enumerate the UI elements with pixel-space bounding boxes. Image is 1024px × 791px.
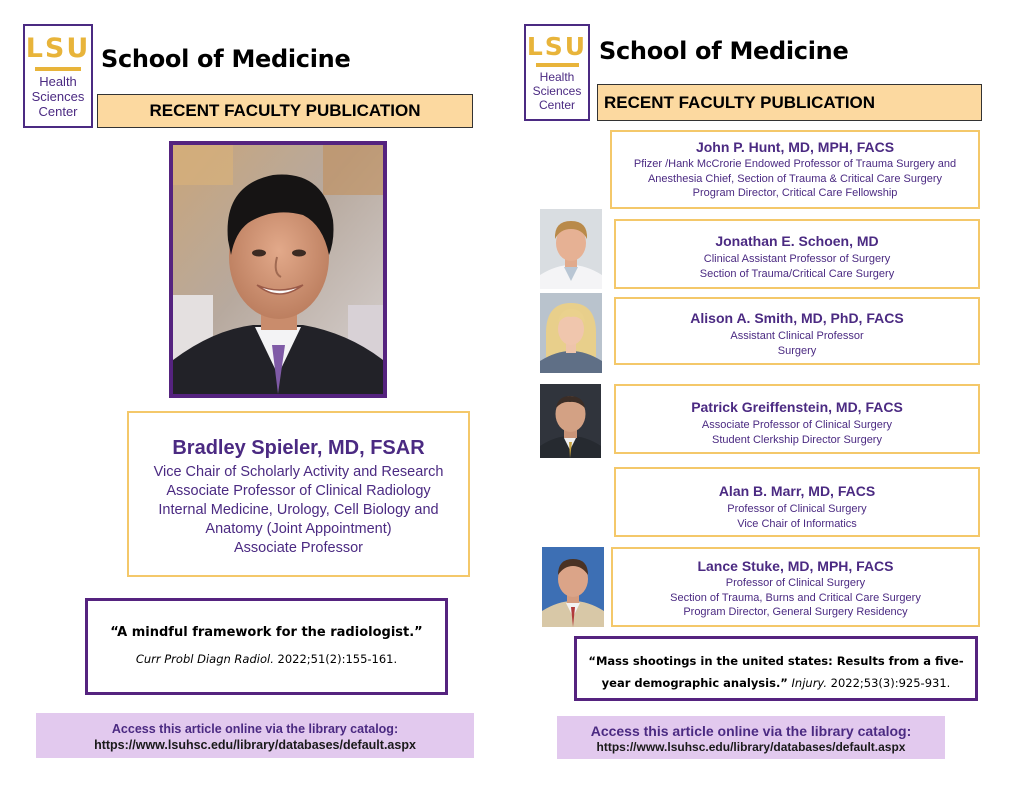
author-line: Vice Chair of Informatics [737,517,857,530]
author-box-6 [611,547,980,627]
citation-box-left [85,598,448,695]
library-link[interactable]: https://www.lsuhsc.edu/library/databases/default.aspx [94,738,416,752]
author-line: Assistant Clinical Professor [730,330,864,342]
author-box-1 [610,130,980,209]
author-photo-stuke [542,547,604,627]
portrait-image [542,547,604,627]
author-box-4 [614,384,980,454]
logo-divider [536,63,579,67]
logo-line-2: Sciences [31,88,85,104]
portrait-image [540,384,601,458]
faculty-title-5: Associate Professor [234,540,363,556]
author-photo-schoen [540,209,602,289]
portrait-image [540,209,602,289]
author-line: Student Clerkship Director Surgery [712,433,882,446]
access-box-right [557,716,945,759]
citation-details: 2022;53(3):925-931. [827,676,951,690]
author-name-1: John P. Hunt, MD, MPH, FACS [695,139,895,155]
author-line: Professor of Clinical Surgery [727,503,867,515]
lsu-logo-mark: LSU [526,32,588,61]
faculty-title-2: Associate Professor of Clinical Radiology [166,483,431,499]
access-box-left [36,713,474,758]
citation-title: “A mindful framework for the radiologist.” [110,625,423,640]
citation-journal: Injury. [787,676,827,690]
lsu-logo-right [524,24,590,121]
publication-banner-left: RECENT FACULTY PUBLICATION [97,94,473,128]
author-name-3: Alison A. Smith, MD, PhD, FACS [690,310,904,326]
author-line: Surgery [777,344,817,357]
author-line: Section of Trauma/Critical Care Surgery [699,267,895,280]
author-name-4: Patrick Greiffenstein, MD, FACS [691,399,903,415]
author-line: Anesthesia Chief, Section of Trauma & Critical Care Surgery [647,172,943,185]
logo-text [526,71,588,112]
library-link[interactable]: https://www.lsuhsc.edu/library/databases/default.aspx [596,740,906,754]
school-title-left: School of Medicine [101,45,351,73]
logo-line-3: Center [38,103,78,119]
citation-journal: Curr Probl Diagn Radiol. [135,652,274,666]
logo-line-1: Health [539,70,575,84]
logo-line-3: Center [538,97,576,112]
author-name-6: Lance Stuke, MD, MPH, FACS [697,558,894,574]
logo-line-1: Health [39,74,77,89]
logo-line-2: Sciences [532,83,582,98]
author-name-5: Alan B. Marr, MD, FACS [718,483,876,499]
author-line: Clinical Assistant Professor of Surgery [703,253,891,265]
author-box-5 [614,467,980,537]
author-name-2: Jonathan E. Schoen, MD [715,233,879,249]
author-line: Section of Trauma, Burns and Critical Care Surgery [670,591,921,604]
citation-details: 2022;51(2):155-161. [273,652,398,666]
faculty-title-4: Anatomy (Joint Appointment) [205,521,392,537]
author-line: Pfizer /Hank McCrorie Endowed Professor of Trauma Surgery and [633,158,957,170]
citation-source [577,672,975,694]
school-title-right: School of Medicine [599,37,849,65]
author-photo-greiffenstein [540,384,601,458]
access-text: Access this article online via the library catalog: [111,722,399,736]
citation-title-line-1: “Mass shootings in the united states: Results from a five- [588,654,964,668]
logo-text [25,75,91,120]
portrait-image [173,145,383,394]
author-box-3 [614,297,980,365]
citation-source [88,652,445,666]
citation-title-line-2: year demographic analysis.” [601,676,788,690]
lsu-logo-mark: LSU [25,33,91,64]
faculty-title-1: Vice Chair of Scholarly Activity and Research [153,464,444,480]
portrait-image [540,293,602,373]
author-line: Program Director, Critical Care Fellowship [692,187,898,199]
author-photo-smith [540,293,602,373]
logo-divider [35,67,81,71]
faculty-title-3: Internal Medicine, Urology, Cell Biology and [158,502,439,518]
faculty-portrait [169,141,387,398]
access-text: Access this article online via the library catalog: [590,723,912,739]
publication-banner-right: RECENT FACULTY PUBLICATION [597,84,982,121]
faculty-info-box [127,411,470,577]
lsu-logo-left [23,24,93,128]
citation-box-right [574,636,978,701]
author-line: Program Director, General Surgery Residency [683,606,908,618]
author-line: Professor of Clinical Surgery [725,577,866,589]
faculty-name: Bradley Spieler, MD, FSAR [172,437,425,459]
author-box-2 [614,219,980,289]
author-line: Associate Professor of Clinical Surgery [701,419,893,431]
